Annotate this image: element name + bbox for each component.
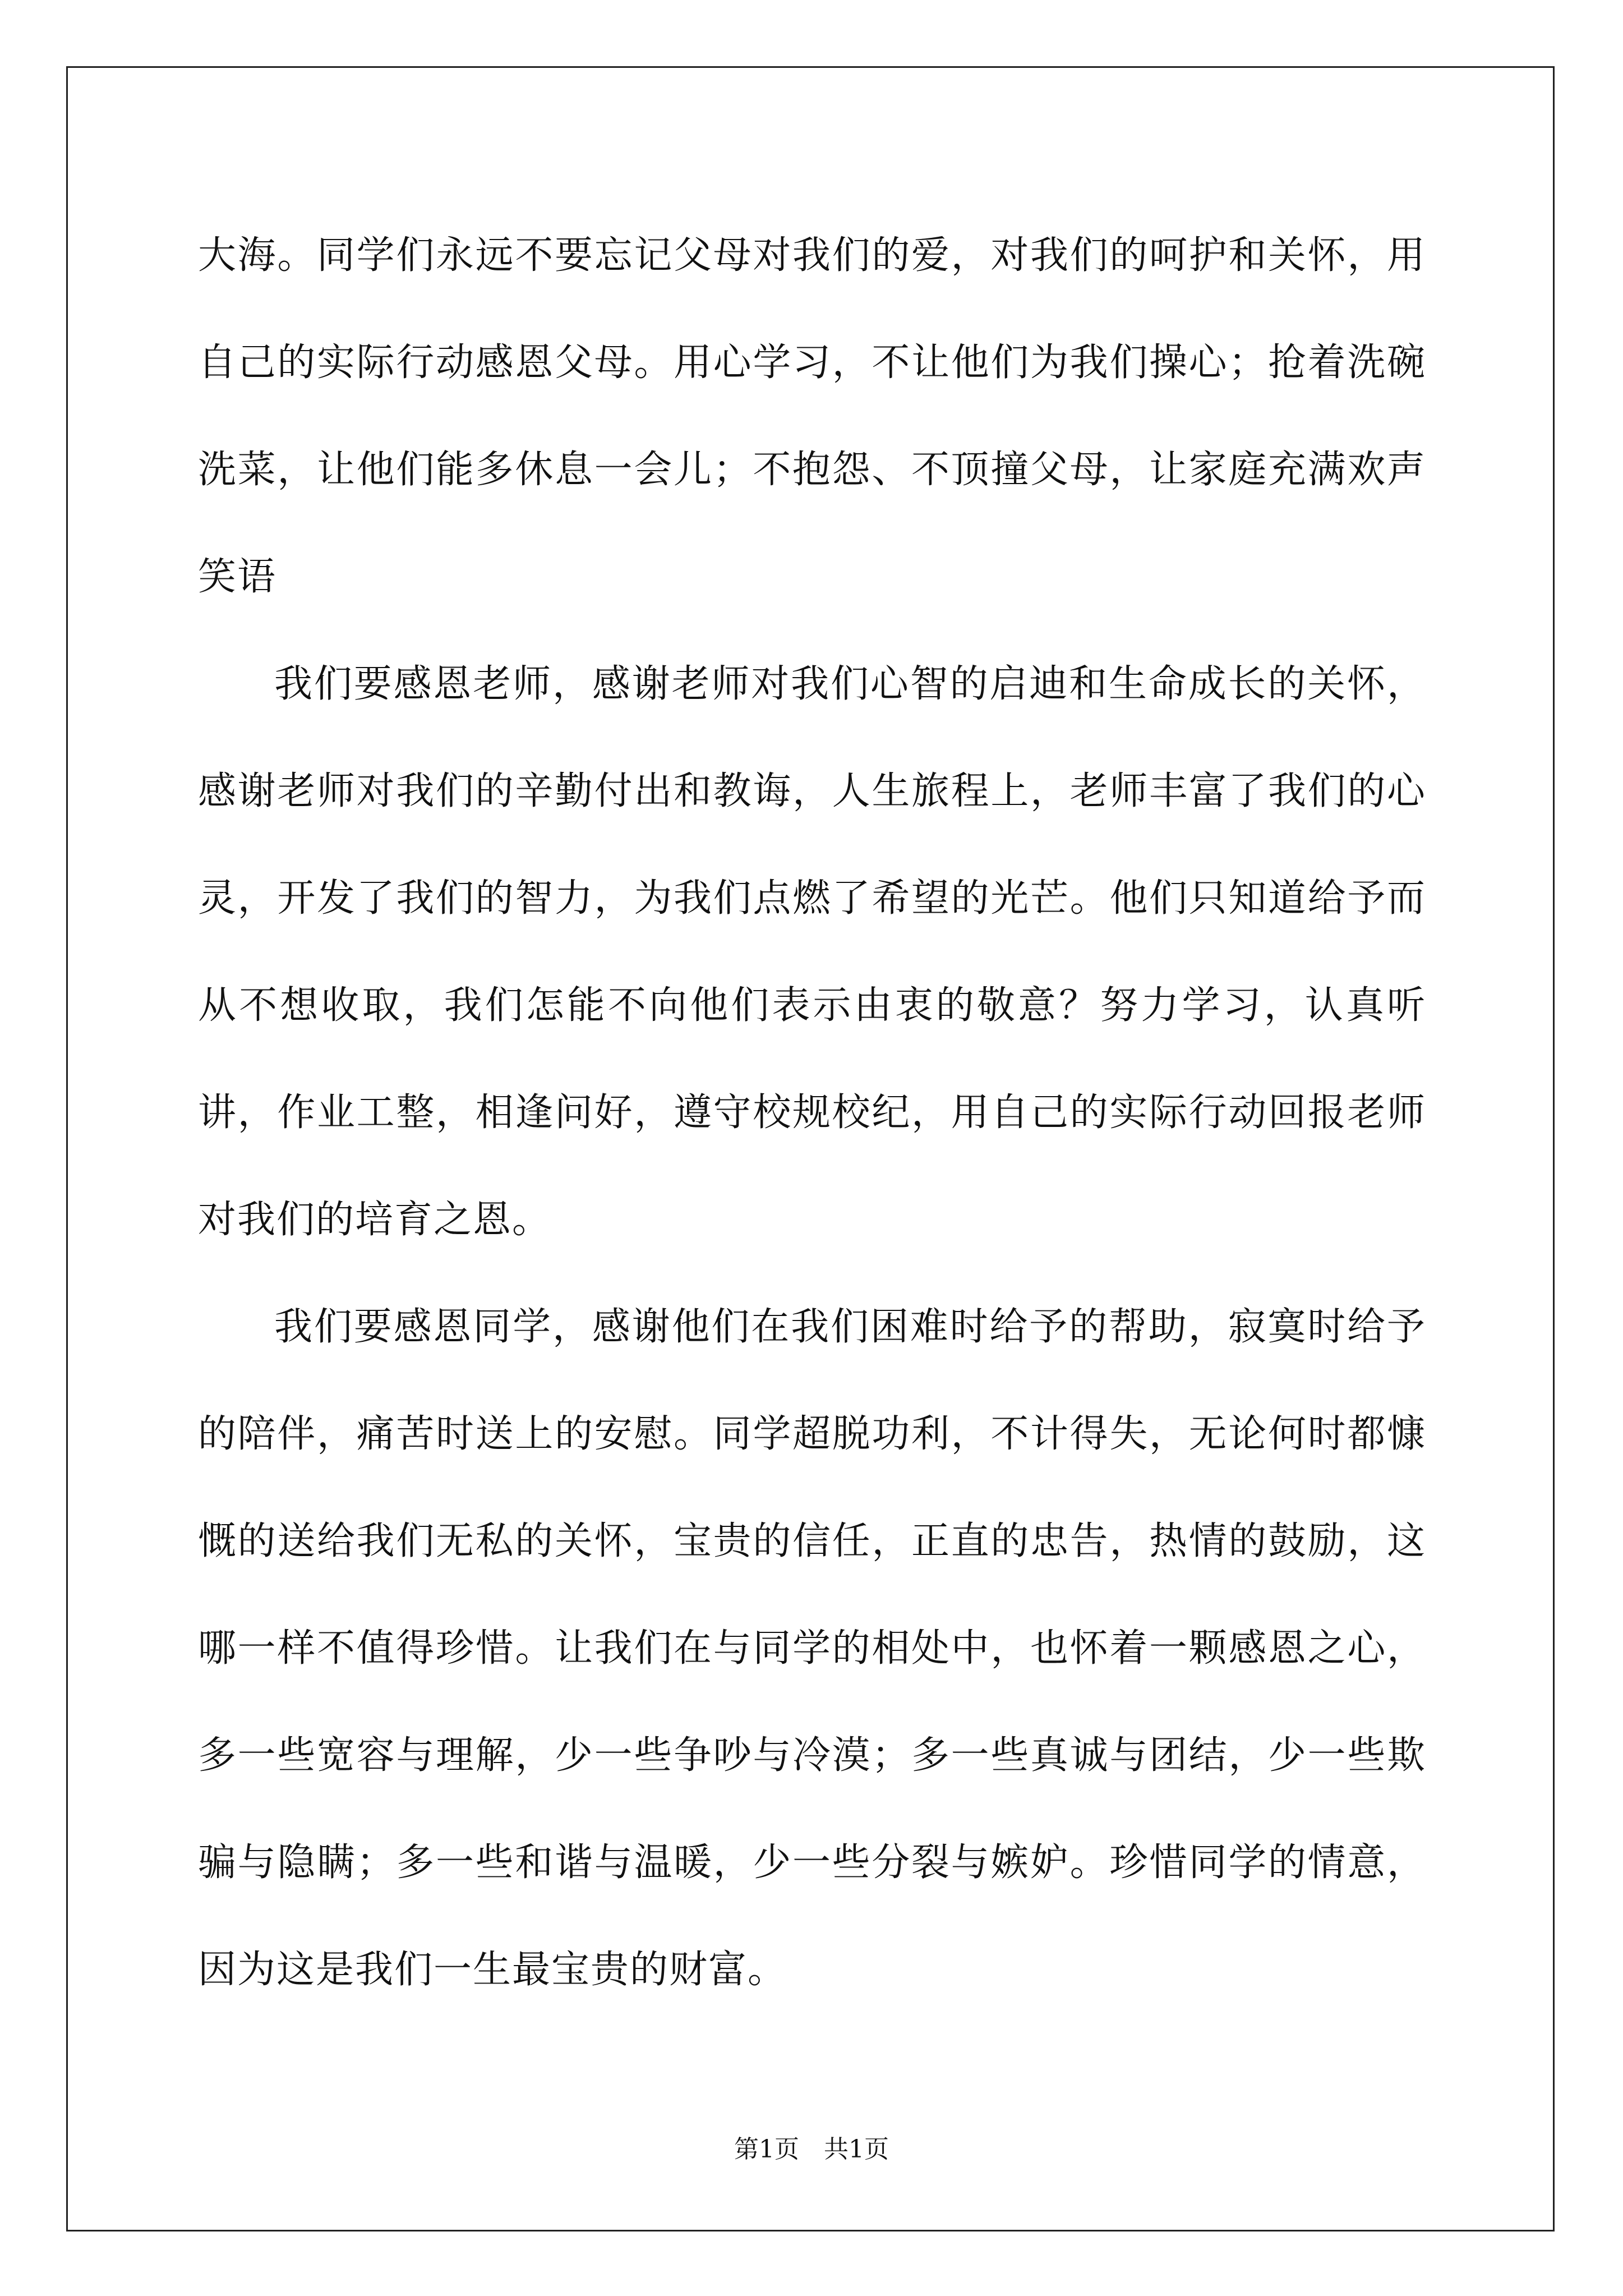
page-number-total: 共1页 xyxy=(824,2135,889,2164)
page-footer xyxy=(0,2133,1623,2166)
paragraph-thank-teachers: 我们要感恩老师，感谢老师对我们心智的启迪和生命成长的关怀，感谢老师对我们的辛勤付出和教诲，人生旅程上，老师丰富了我们的心灵，开发了我们的智力，为我们点燃了希望的光芒。他们只知道给予而从不想收取，我们怎能不向他们表示由衷的敬意？努力学习，认真听讲，作业工整，相逢问好，遵守校规校纪，用自己的实际行动回报老师对我们的培育之恩。 xyxy=(198,662,1426,1242)
document-body xyxy=(198,202,1426,2023)
paragraph-thank-classmates: 我们要感恩同学，感谢他们在我们困难时给予的帮助，寂寞时给予的陪伴，痛苦时送上的安慰。同学超脱功利，不计得失，无论何时都慷慨的送给我们无私的关怀，宝贵的信任，正直的忠告，热情的鼓励，这哪一样不值得珍惜。让我们在与同学的相处中，也怀着一颗感恩之心，多一些宽容与理解，少一些争吵与冷漠；多一些真诚与团结，少一些欺骗与隐瞒；多一些和谐与温暖，少一些分裂与嫉妒。珍惜同学的情意，因为这是我们一生最宝贵的财富。 xyxy=(198,1305,1426,1992)
page-number-current: 第1页 xyxy=(734,2135,799,2164)
paragraph-parents-continuation: 大海。同学们永远不要忘记父母对我们的爱，对我们的呵护和关怀，用自己的实际行动感恩父母。用心学习，不让他们为我们操心；抢着洗碗洗菜，让他们能多休息一会儿；不抱怨、不顶撞父母，让家庭充满欢声笑语 xyxy=(198,233,1426,599)
